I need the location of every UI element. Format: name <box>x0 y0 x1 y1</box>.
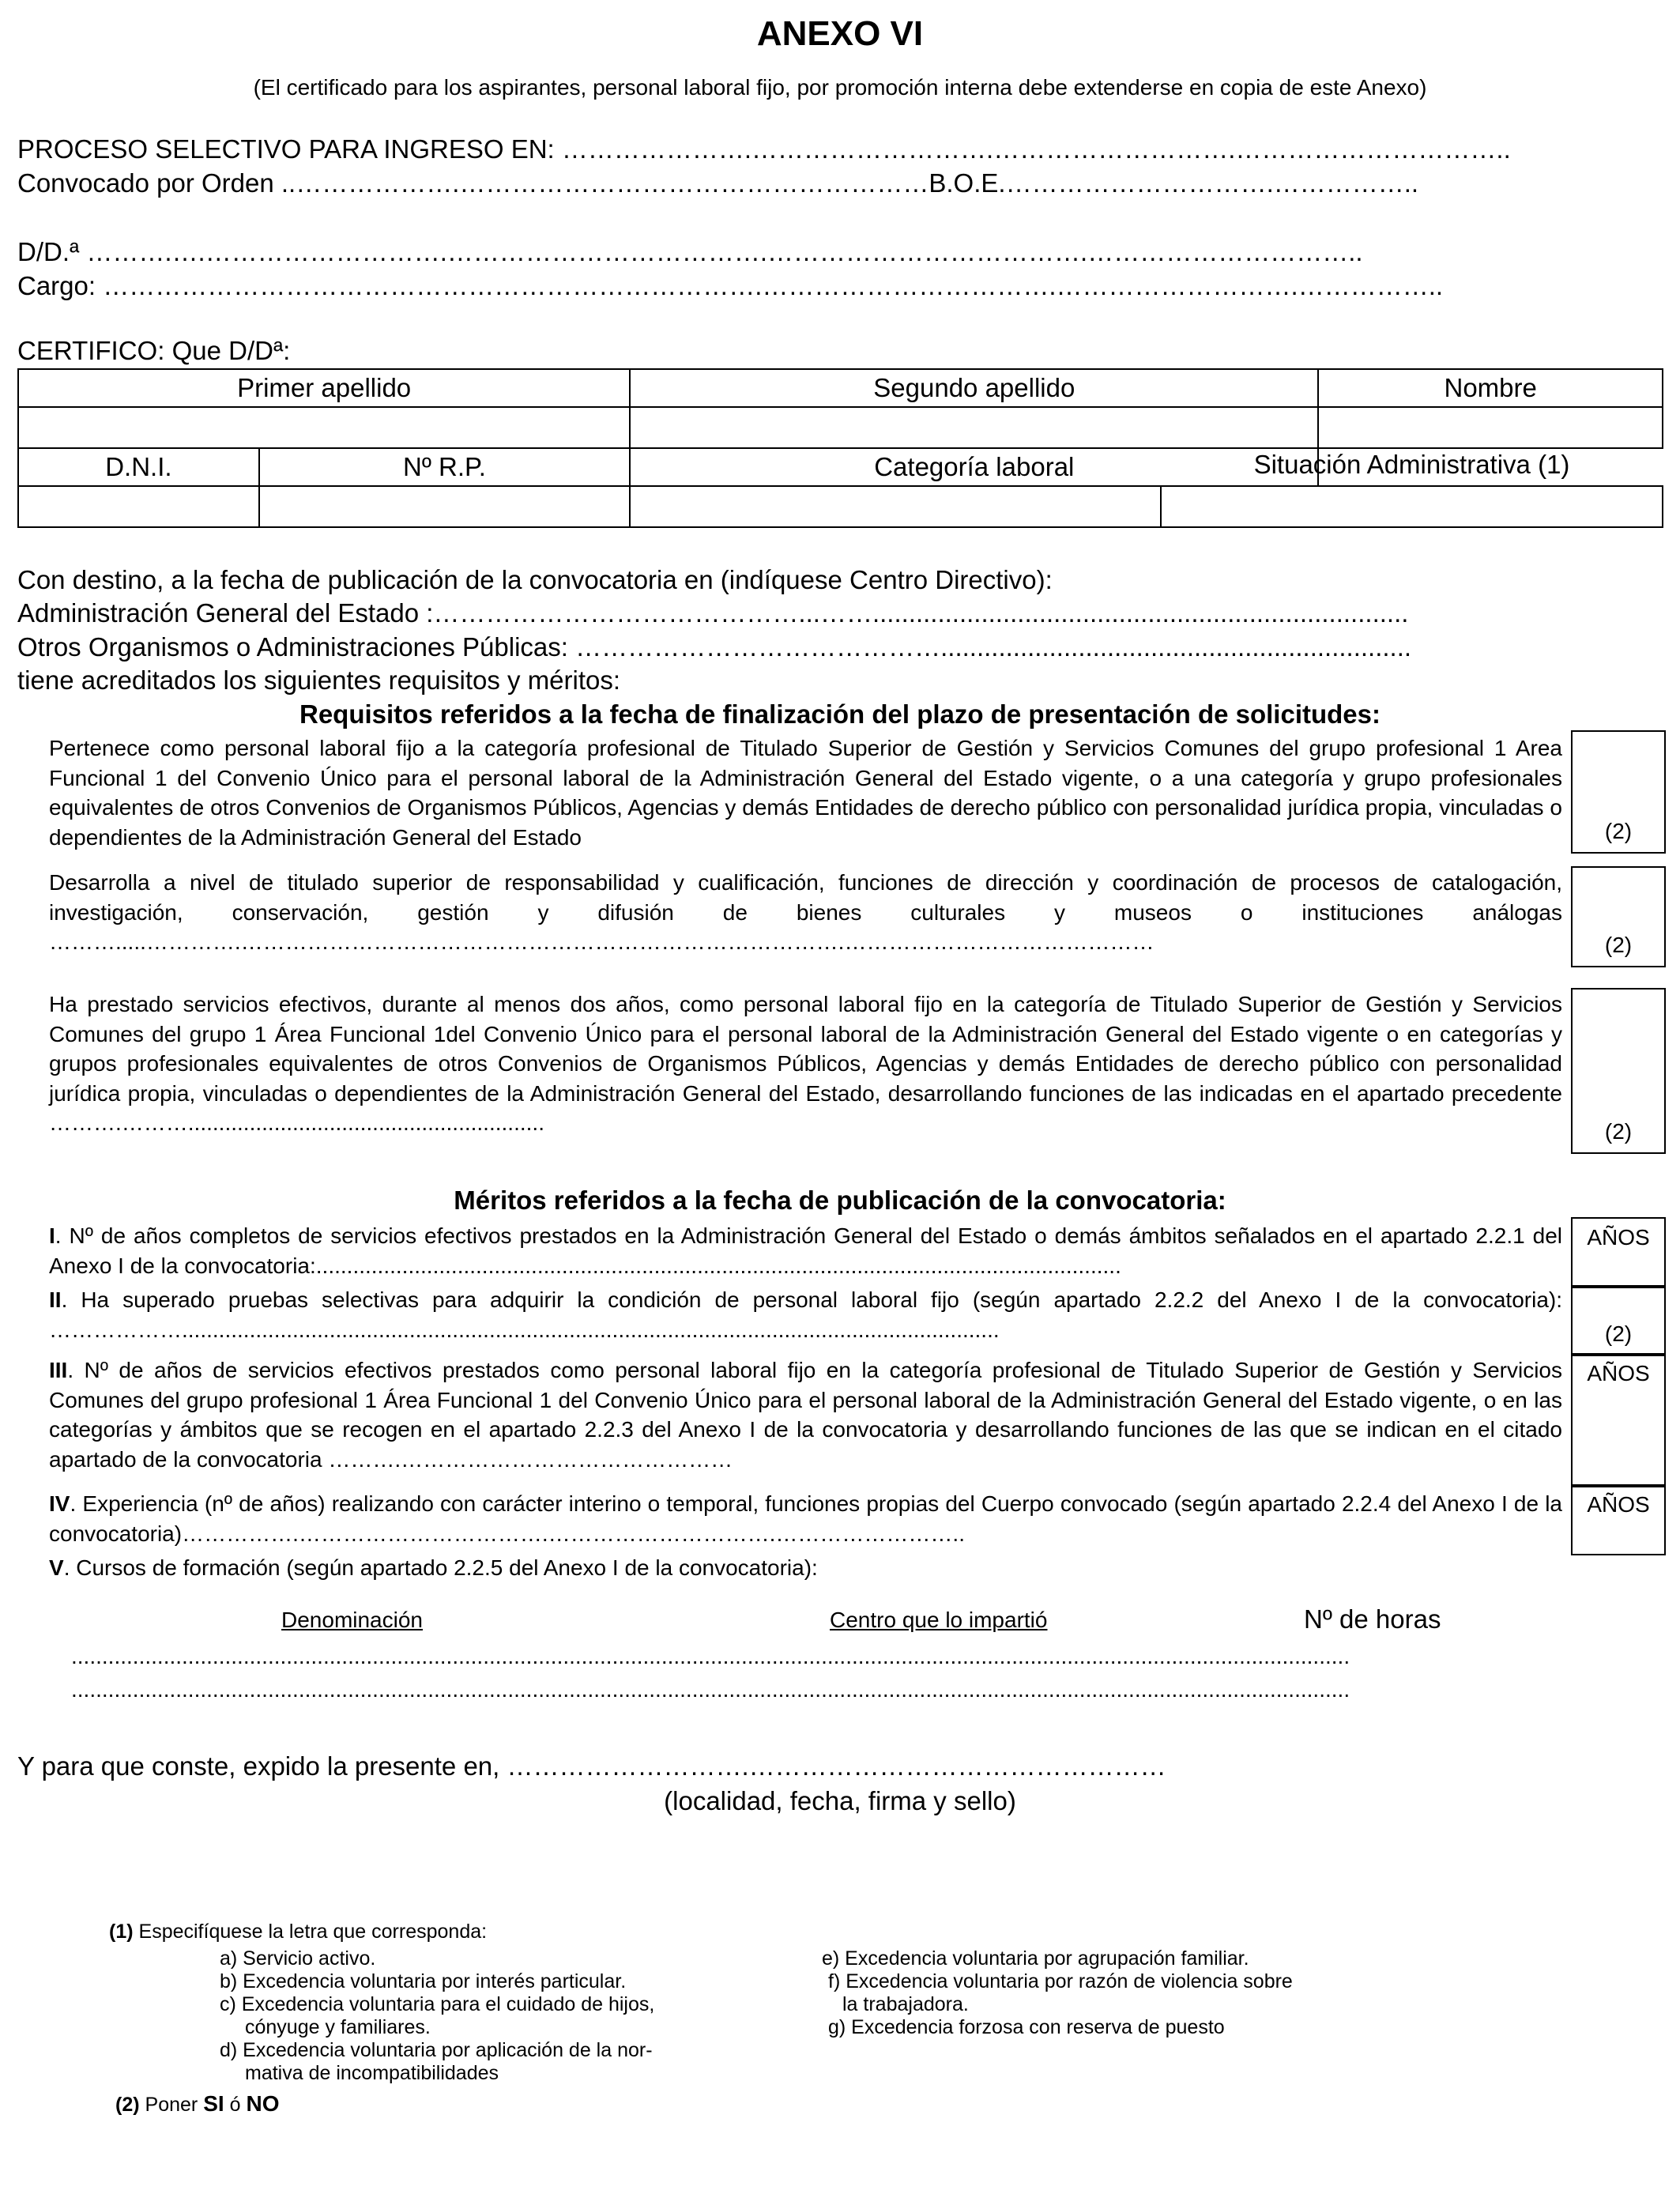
note-1-d2: mativa de incompatibilidades <box>245 2062 499 2084</box>
otros-organismos-line[interactable]: Otros Organismos o Administraciones Públicas: ……………………………………................................................................. <box>17 632 1412 662</box>
categoria-field[interactable] <box>630 486 1160 527</box>
header-primer-apellido: Primer apellido <box>18 369 630 407</box>
merito-4-box[interactable] <box>1571 1484 1666 1555</box>
cursos-col-horas: Nº de horas <box>1304 1604 1441 1634</box>
convocado-line[interactable]: Convocado por Orden ..……………….………………………………………………B.O.E.………………………….…………….. <box>17 168 1419 198</box>
cursos-row-1[interactable]: ................................................................................................................................................................................................................ <box>71 1644 1350 1668</box>
note-1-num: (1) <box>109 1921 134 1943</box>
nrp-field[interactable] <box>259 486 631 527</box>
note-1-d: d) Excedencia voluntaria por aplicación de la nor- <box>220 2039 653 2061</box>
requisito-3-mark: (2) <box>1604 1119 1633 1144</box>
segundo-apellido-field[interactable] <box>630 407 1318 448</box>
requisito-2-text: Desarrolla a nivel de titulado superior de responsabilidad y cualificación, funciones de dirección y coordinación de procesos de catalogación, investigación, conservación, gestión y difusión de bienes culturales y museos o instituciones análogas ……….....………….……………………………………………………………………….…………………………………… <box>49 870 1562 954</box>
merito-2-box[interactable] <box>1571 1285 1666 1356</box>
header-segundo-apellido: Segundo apellido <box>630 369 1318 407</box>
note-1-f2: la trabajadora. <box>842 1993 969 2015</box>
note-1-g: g) Excedencia forzosa con reserva de puesto <box>828 2016 1225 2038</box>
note-2-text: Poner <box>145 2094 198 2116</box>
note-2-no: NO <box>246 2091 280 2116</box>
merito-2-text <box>49 1285 1562 1344</box>
closing-sub: (localidad, fecha, firma y sello) <box>664 1786 1016 1815</box>
requisito-2-box[interactable] <box>1571 866 1666 967</box>
note-1-e: e) Excedencia voluntaria por agrupación familiar. <box>822 1947 1249 1970</box>
cargo-line[interactable]: Cargo: ………………………………………………………………….…………………………….……………………….…………….. <box>17 271 1444 300</box>
nombre-field[interactable] <box>1318 407 1663 448</box>
merito-1-mark: AÑOS <box>1587 1225 1650 1250</box>
merito-5-text <box>49 1555 818 1581</box>
requisitos-heading: Requisitos referidos a la fecha de finalización del plazo de presentación de solicitudes: <box>299 699 1381 729</box>
destino-intro: Con destino, a la fecha de publicación de la convocatoria en (indíquese Centro Directivo): <box>17 565 1053 594</box>
cursos-col-denominacion: Denominación <box>281 1608 423 1632</box>
note-1-c: c) Excedencia voluntaria para el cuidado de hijos, <box>220 1993 655 2015</box>
merito-2-num: II <box>49 1287 62 1312</box>
cursos-row-2[interactable]: ................................................................................................................................................................................................................ <box>71 1677 1350 1702</box>
merito-5-num: V <box>49 1555 64 1580</box>
note-1-text: Especifíquese la letra que corresponda: <box>138 1921 488 1943</box>
cursos-col-centro: Centro que lo impartió <box>830 1608 1048 1632</box>
dd-line[interactable]: D/D.ª ……….….……………………….……………………………….……………………………….………………………….. <box>17 237 1363 266</box>
page-title: ANEXO VI <box>756 14 924 53</box>
note-2 <box>115 2091 279 2117</box>
requisito-1-mark: (2) <box>1604 819 1633 843</box>
note-2-num: (2) <box>115 2094 140 2116</box>
header-dni: D.N.I. <box>18 448 259 486</box>
merito-1-num: I <box>49 1223 55 1248</box>
merito-4-mark: AÑOS <box>1587 1492 1650 1517</box>
note-1-b: b) Excedencia voluntaria por interés particular. <box>220 1970 627 1992</box>
note-1 <box>109 1921 487 1943</box>
merito-4-num: IV <box>49 1491 70 1516</box>
requisito-2-mark: (2) <box>1604 933 1633 957</box>
requisito-1-box[interactable] <box>1571 730 1666 854</box>
closing-line[interactable]: Y para que conste, expido la presente en, ……………………….………………………………………… <box>17 1751 1166 1781</box>
note-1-a: a) Servicio activo. <box>220 1947 376 1970</box>
header-situacion: Situación Administrativa (1) <box>1253 450 1570 479</box>
merito-5-body: . Cursos de formación (según apartado 2.2.5 del Anexo I de la convocatoria): <box>63 1555 818 1580</box>
header-nombre: Nombre <box>1318 369 1663 407</box>
page-subtitle: (El certificado para los aspirantes, personal laboral fijo, por promoción interna debe extenderse en copia de este Anexo) <box>253 75 1427 100</box>
merito-4-body: . Experiencia (nº de años) realizando con carácter interino o temporal, funciones propias del Cuerpo convocado (según apartado 2.2.4 del Anexo I de la convocatoria)…………….…………………………….………………………….…………………….. <box>49 1491 1562 1546</box>
header-nrp: Nº R.P. <box>259 448 631 486</box>
certifico-label: CERTIFICO: Que D/Dª: <box>17 336 291 365</box>
personal-data-table <box>17 368 1663 528</box>
merito-3-mark: AÑOS <box>1587 1361 1650 1385</box>
merito-3-text <box>49 1355 1562 1474</box>
situacion-field[interactable] <box>1161 486 1663 527</box>
requisito-3-box[interactable] <box>1571 988 1666 1154</box>
meritos-heading: Méritos referidos a la fecha de publicación de la convocatoria: <box>454 1186 1226 1215</box>
merito-3-num: III <box>49 1358 68 1382</box>
age-line[interactable]: Administración General del Estado :……………………………………...…….......................................................................... <box>17 598 1409 628</box>
merito-4-text <box>49 1489 1562 1548</box>
merito-2-body: . Ha superado pruebas selectivas para adquirir la condición de personal laboral fijo (según apartado 2.2.2 del Anexo I de la convocatoria): ………………..................................................................................................................................... <box>49 1287 1562 1342</box>
acreditados-line: tiene acreditados los siguientes requisitos y méritos: <box>17 665 621 695</box>
merito-1-body: . Nº de años completos de servicios efectivos prestados en la Administración General del Estado o demás ámbitos señalados en el apartado 2.2.1 del Anexo I de la convocatoria:................................................................................................................................... <box>49 1223 1562 1278</box>
merito-3-box[interactable] <box>1571 1353 1666 1487</box>
merito-1-box[interactable] <box>1571 1217 1666 1288</box>
proceso-line[interactable]: PROCESO SELECTIVO PARA INGRESO EN: ………………….……………………….……………………….………………………….. <box>17 134 1511 164</box>
merito-3-body: . Nº de años de servicios efectivos prestados como personal laboral fijo en la categoría profesional de Titulado Superior de Gestión y Servicios Comunes del grupo profesional 1 Área Funcional 1 del Convenio Único para el personal laboral de la Administración General del Estado vigente, o en las categorías y ámbitos que se recogen en el apartado 2.2.3 del Anexo I de la convocatoria y desarrollando funciones de las que se indican en el citado apartado de la convocatoria ……….……………………………………… <box>49 1358 1562 1472</box>
requisito-1-text: Pertenece como personal laboral fijo a la categoría profesional de Titulado Superior de Gestión y Servicios Comunes del grupo profesional 1 Area Funcional 1 del Convenio Único para el personal laboral de la Administración General del Estado vigente, o a una categoría y grupo profesionales equivalentes de otros Convenios de Organismos Públicos, Agencias y demás Entidades de derecho público con personalidad jurídica propia, vinculadas o dependientes de la Administración General del Estado <box>49 736 1562 850</box>
requisito-3-text: Ha prestado servicios efectivos, durante al menos dos años, como personal laboral fijo en la categoría de Titulado Superior de Gestión y Servicios Comunes del grupo 1 Área Funcional 1del Convenio Único para el personal laboral de la Administración General del Estado vigente o en categorías y grupos profesionales equivalentes de otros Convenios de Organismos Públicos, Agencias y demás Entidades de derecho público con personalidad jurídica propia, vinculadas o dependientes de la Administración General del Estado, desarrollando funciones de las indicadas en el apartado precedente ……….……….......................................................... <box>49 992 1562 1135</box>
dni-field[interactable] <box>18 486 259 527</box>
primer-apellido-field[interactable] <box>18 407 630 448</box>
merito-1-text <box>49 1221 1562 1280</box>
merito-2-mark: (2) <box>1604 1321 1633 1346</box>
note-1-f: f) Excedencia voluntaria por razón de violencia sobre <box>828 1970 1293 1992</box>
note-1-c2: cónyuge y familiares. <box>245 2016 431 2038</box>
header-categoria: Categoría laboral <box>630 448 1318 486</box>
note-2-si: SI <box>203 2091 224 2116</box>
note-2-o: ó <box>229 2094 241 2116</box>
